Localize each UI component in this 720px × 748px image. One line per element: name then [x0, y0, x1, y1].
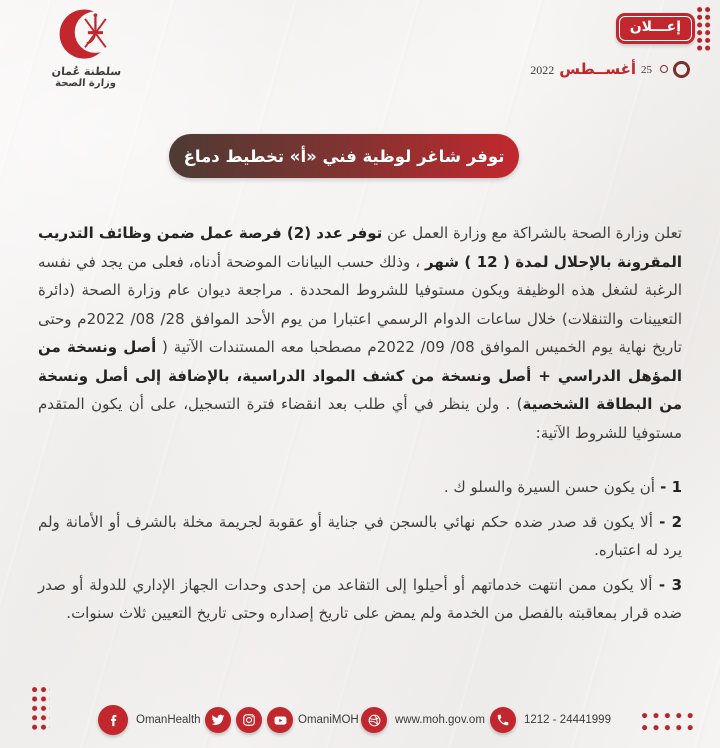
phone-label: 1212 - 24441999 [524, 714, 611, 726]
condition-item [38, 473, 682, 501]
website-contact [361, 707, 485, 733]
website-label: www.moh.gov.om [395, 714, 485, 726]
dots-decoration-top-right [697, 7, 713, 53]
youtube-icon [267, 707, 293, 733]
logo-ministry-text: وزارة الصحة [54, 78, 117, 89]
condition-text: ألا يكون ممن انتهت خدماتهم أو أحيلوا إلى التقاعد من إحدى وحدات الجهاز الإداري للدولة أو صدر ضده قرار بمعاقبته بالفصل من الخدمة ولم يمض على تاريخ إصداره وحتى تاريخ التعيين ثلاث سنوات. [38, 576, 682, 622]
date-year: 2022 [530, 62, 555, 77]
phone-icon [490, 707, 516, 733]
globe-icon [361, 707, 387, 733]
circle-decoration-large [673, 61, 690, 78]
page-title: توفر شاغر لوظية فني «أ» تخطيط دماغ [169, 134, 519, 178]
condition-text: ألا يكون قد صدر ضده حكم نهائي بالسجن في جناية أو عقوبة لجريمة مخلة بالشرف أو الأمانة ولم يرد له اعتباره. [38, 513, 682, 559]
dots-decoration-bottom-right [642, 713, 699, 737]
instagram-icon [236, 707, 262, 733]
social-handles [205, 707, 365, 733]
logo-calligraphy [27, 66, 145, 90]
announcement-content [38, 219, 682, 634]
announcement-body [38, 219, 682, 447]
condition-item [38, 571, 682, 627]
logo-country-text: سلطنة عُمان [51, 65, 122, 78]
oman-crescent-emblem-icon [53, 6, 119, 64]
date-day: 25 [641, 64, 652, 76]
condition-number: 2 - [652, 513, 682, 531]
condition-item [38, 508, 682, 564]
circle-decoration-small [660, 65, 668, 73]
dots-decoration-bottom-left [32, 687, 50, 734]
condition-number: 1 - [654, 478, 682, 496]
facebook-handle [98, 705, 201, 735]
conditions-list [38, 473, 682, 627]
facebook-icon [98, 705, 128, 735]
social-handle-label: OmaniMOH [298, 714, 359, 726]
date-month: أغســطس [559, 60, 636, 78]
body-segment-bold: توفر عدد (2) فرصة عمل ضمن وظائف التدريب المقرونة بالإحلال لمدة ( 12 ) شهر [38, 224, 682, 271]
body-segment-bold: أصل ونسخة من المؤهل الدراسي + أصل ونسخة من كشف المواد الدراسية، بالإضافة إلى أصل ونسخة من البطاقة الشخصية [38, 338, 682, 413]
facebook-handle-label: OmanHealth [136, 714, 201, 726]
publish-date [530, 60, 690, 78]
phone-contact [490, 707, 611, 733]
condition-number: 3 - [652, 576, 683, 594]
body-segment: ) . ولن ينظر في أي طلب بعد انقضاء فترة التسجيل، على أن يكون المتقدم مستوفيا للشروط الآتية: [38, 395, 682, 442]
announcement-badge [616, 13, 695, 44]
announcement-badge-label: إعـــلان [619, 16, 692, 41]
moh-logo [28, 6, 144, 90]
body-segment: تعلن وزارة الصحة بالشراكة مع وزارة العمل عن [382, 224, 682, 242]
condition-text: أن يكون حسن السيرة والسلو ك . [443, 478, 655, 496]
twitter-icon [205, 707, 231, 733]
body-segment: ، وذلك حسب البيانات الموضحة أدناه، فعلى من يجد في نفسه الرغبة لشغل هذه الوظيفة ويكون مستوفيا للشروط المحددة . مراجعة ديوان عام وزارة الصحة (دائرة التعيينات والتنقلات) خلال ساعات الدوام الرسمي اعتبارا من يوم الأحد الموافق 28/ 08/ 2022م وحتى تاريخ نهاية يوم الخميس الموافق 08/ 09/ 2022م مصطحبا معه المستندات الآتية ( [38, 252, 683, 356]
